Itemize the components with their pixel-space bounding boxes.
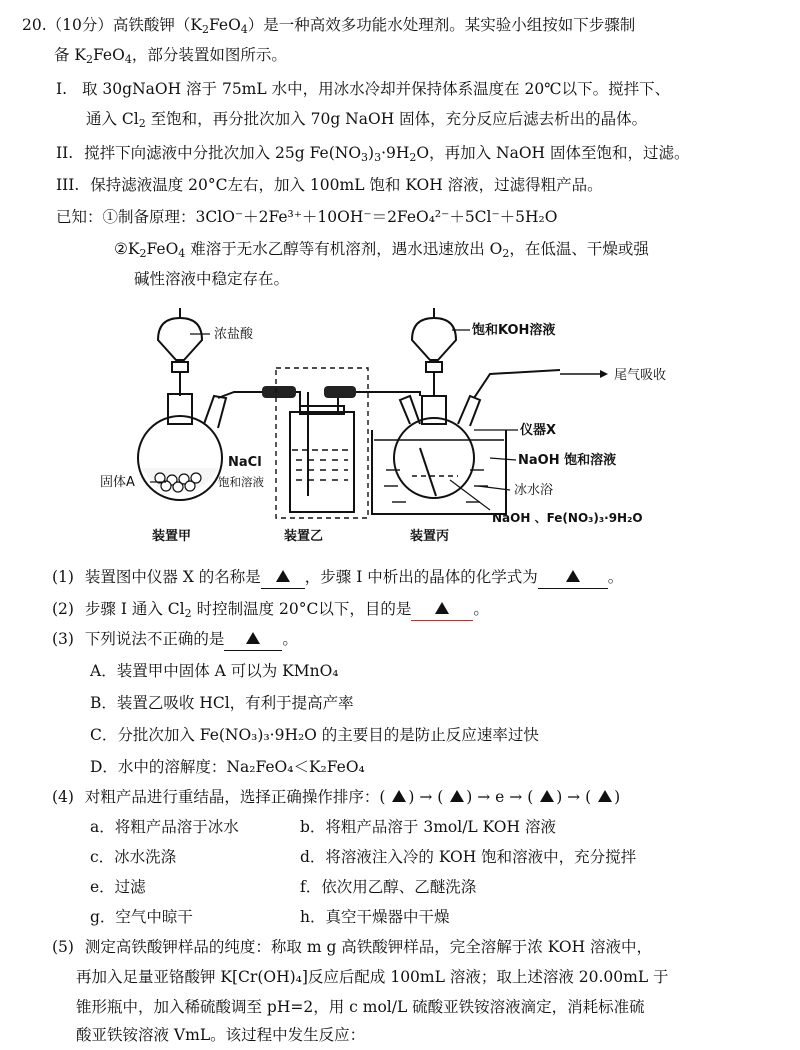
step-2: II. 搅拌下向滤液中分批次加入 25g $Fe(NO_3)_3\cdot 9H_2O$，再加入 NaOH 固体至饱和，过滤。 <box>56 144 690 164</box>
apparatus-figure <box>0 300 800 550</box>
q4-option-e: e．过滤 <box>90 878 146 896</box>
question-4: (4) 对粗产品进行重结晶，选择正确操作排序：( ) → ( ) → e → ( ) → ( ) <box>52 788 621 806</box>
label-reagents: NaOH 、Fe(NO₃)₃·9H₂O <box>492 511 643 525</box>
q5-line-2: 再加入足量亚铬酸钾 K[Cr(OH)₄]反应后配成 100mL 溶液；取上述溶液 20.00mL 于 <box>76 968 669 986</box>
q3-option-d: D．水中的溶解度：Na₂FeO₄＜K₂FeO₄ <box>90 758 365 776</box>
answer-blank-2[interactable] <box>411 598 473 621</box>
step-1: I. 取 30gNaOH 溶于 75mL 水中，用冰水冷却并保持体系温度在 20℃以下。搅拌下、 <box>56 80 671 98</box>
label-conc-hcl: 浓盐酸 <box>214 327 254 342</box>
label-instrument-x: 仪器X <box>520 423 557 438</box>
label-ice-bath: 冰水浴 <box>514 483 554 498</box>
label-naoh-sat: NaOH 饱和溶液 <box>518 453 617 468</box>
answer-slot-4c[interactable] <box>540 790 554 802</box>
question-3: (3) 下列说法不正确的是 。 <box>52 628 298 651</box>
wash-bottle-yi <box>290 412 354 512</box>
q4-option-d: d．将溶液注入冷的 KOH 饱和溶液中，充分搅拌 <box>300 848 637 866</box>
step-3: III. 保持滤液温度 20°C左右，加入 100mL 饱和 KOH 溶液，过滤得粗产品。 <box>56 176 603 194</box>
answer-blank-1a[interactable] <box>261 566 305 589</box>
answer-slot-4d[interactable] <box>598 790 612 802</box>
funnel-bing <box>412 318 456 360</box>
q5-line-4: 酸亚铁铵溶液 VmL。该过程中发生反应： <box>76 1026 366 1044</box>
q4-option-c: c．冰水洗涤 <box>90 848 177 866</box>
flask-bing <box>394 418 474 498</box>
known-2-cont: 碱性溶液中稳定存在。 <box>134 270 290 288</box>
reaction-equation: 3ClO⁻＋2Fe³⁺＋10OH⁻＝2FeO₄²⁻＋5Cl⁻＋5H₂O <box>195 208 558 226</box>
label-nacl: NaCl <box>228 455 262 470</box>
label-solid-a: 固体A <box>100 475 135 490</box>
q3-option-c: C．分批次加入 Fe(NO₃)₃·9H₂O 的主要目的是防止反应速率过快 <box>90 726 539 744</box>
answer-blank-3[interactable] <box>224 628 282 651</box>
label-nacl-sat: 饱和溶液 <box>218 475 264 489</box>
q3-option-b: B．装置乙吸收 HCl，有利于提高产率 <box>90 694 354 712</box>
question-2: (2) 步骤 I 通入 $Cl_2$ 时控制温度 20°C以下，目的是 。 <box>52 600 489 620</box>
question-header-line2: 备 $K_2FeO_4$，部分装置如图所示。 <box>54 46 287 66</box>
question-header: 20.（10分）高铁酸钾$(K_2FeO_4)$是一种高效多功能水处理剂。某实验小组按如下步骤制 <box>22 16 636 36</box>
label-tail-gas: 尾气吸收 <box>614 368 667 383</box>
q3-option-a: A．装置甲中固体 A 可以为 KMnO₄ <box>90 662 339 680</box>
known-2: $②K_2FeO_4$ 难溶于无水乙醇等有机溶剂，遇水迅速放出 $O_2$，在低温、干燥或强 <box>114 240 649 260</box>
q4-option-b: b．将粗产品溶于 3mol/L KOH 溶液 <box>300 818 556 836</box>
q4-option-a: a．将粗产品溶于冰水 <box>90 818 239 836</box>
answer-blank-1b[interactable] <box>538 566 608 589</box>
q4-option-g: g．空气中晾干 <box>90 908 193 926</box>
question-number: 20. <box>22 16 47 34</box>
answer-slot-4b[interactable] <box>450 790 464 802</box>
q4-option-h: h．真空干燥器中干燥 <box>300 908 450 926</box>
caption-yi: 装置乙 <box>284 529 324 544</box>
question-1: (1) 装置图中仪器 X 的名称是 ，步骤 I 中析出的晶体的化学式为 。 <box>52 566 623 589</box>
question-5: (5) 测定高铁酸钾样品的纯度：称取 m g 高铁酸钾样品，完全溶解于浓 KOH 溶液中， <box>52 938 653 956</box>
step-1-cont: 通入 $Cl_2$ 至饱和，再分批次加入 70g NaOH 固体，充分反应后滤去析出的晶体。 <box>86 110 648 130</box>
caption-jia: 装置甲 <box>152 529 192 544</box>
q4-option-f: f．依次用乙醇、乙醚洗涤 <box>300 878 477 896</box>
known-1: 已知：①制备原理：3ClO⁻＋2Fe³⁺＋10OH⁻＝2FeO₄²⁻＋5Cl⁻＋5H₂O <box>56 208 558 226</box>
funnel-jia <box>158 318 202 360</box>
label-sat-koh: 饱和KOH溶液 <box>472 323 556 338</box>
caption-bing: 装置丙 <box>410 529 450 544</box>
answer-slot-4a[interactable] <box>392 790 406 802</box>
q5-line-3: 锥形瓶中，加入稀硫酸调至 pH=2，用 c mol/L 硫酸亚铁铵溶液滴定，消耗标准硫 <box>76 998 645 1016</box>
